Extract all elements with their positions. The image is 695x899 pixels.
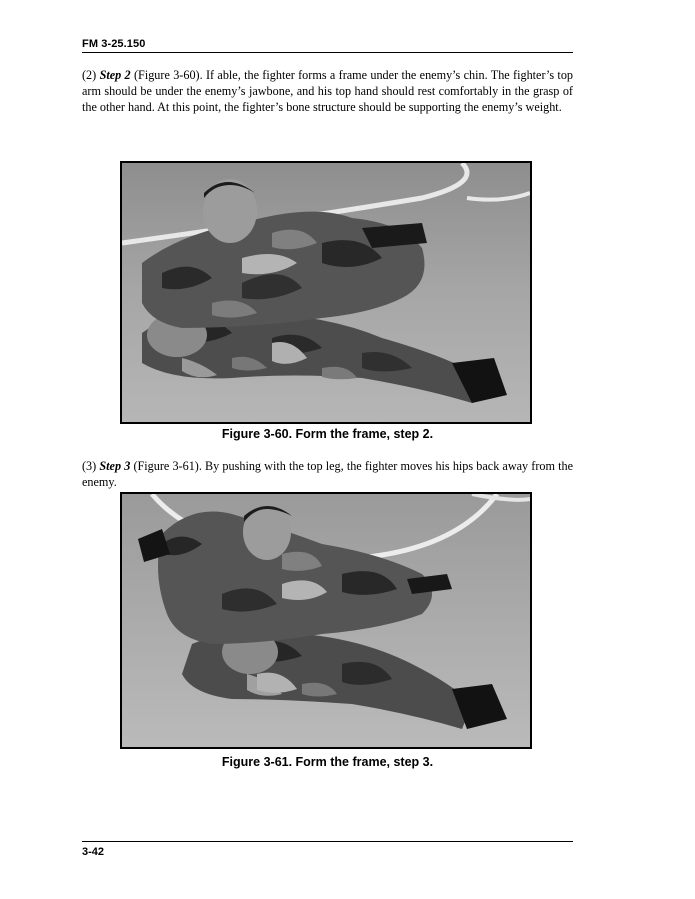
running-header: FM 3-25.150 [82,38,146,50]
figure-3-60-caption: Figure 3-60. Form the frame, step 2. [221,427,434,441]
step-label: Step 3 [99,459,131,473]
figure-3-61-caption: Figure 3-61. Form the frame, step 3. [221,755,434,769]
footer-rule [128,841,573,842]
footer-rule-left [82,841,128,842]
header-rule [82,52,573,53]
paragraph-step-2 [82,67,573,115]
paragraph-text: (Figure 3-61). By pushing with the top leg, the fighter moves his hips back away from the enemy. [82,459,574,489]
paragraph-step-3 [82,458,573,490]
paragraph-number: (3) [82,459,97,473]
paragraph-text: (Figure 3-60). If able, the fighter forms a frame under the enemy’s chin. The fighter’s top arm should be under the enemy’s jawbone, and his top hand should rest comfortably in the grasp of the other hand. At this point, the fighter’s bone structure should be supporting the enemy’s weight. [82,68,574,114]
step-label: Step 2 [99,68,131,82]
page-number: 3-42 [82,846,105,858]
paragraph-number: (2) [82,68,97,82]
figure-3-60-photo [120,161,532,424]
figure-3-61-photo [120,492,532,749]
